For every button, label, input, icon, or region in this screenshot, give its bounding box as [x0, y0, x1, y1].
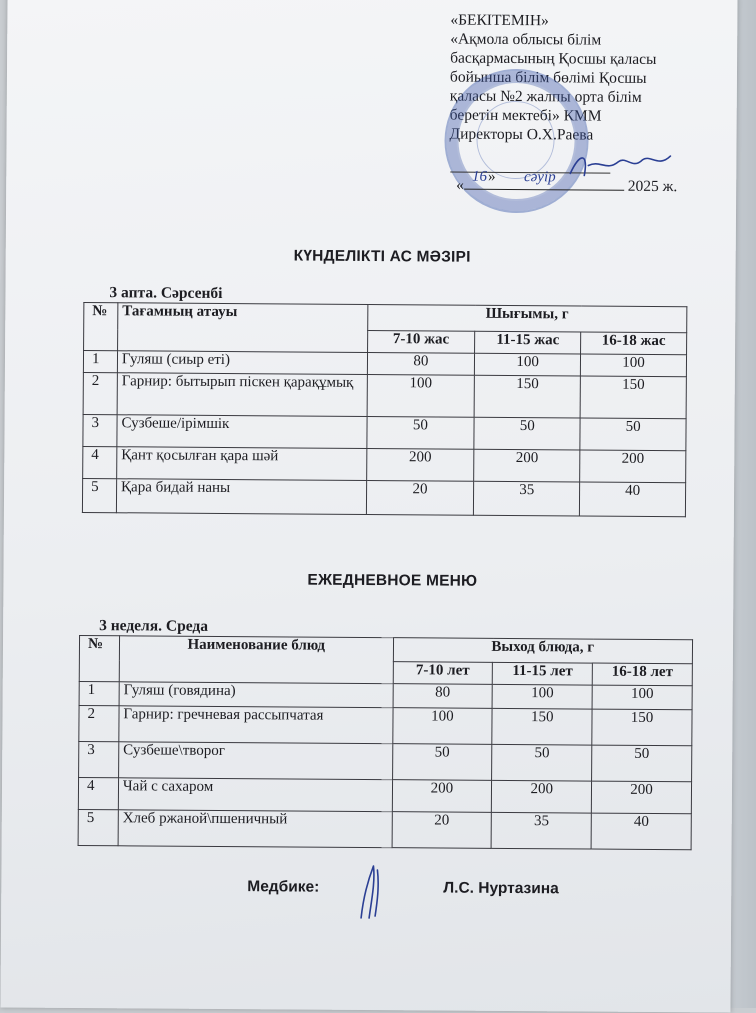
table-row [79, 705, 692, 745]
ru-header-num: № [79, 635, 119, 681]
dish-name: Гарнир: бытырып піскен қарақұмық [117, 373, 367, 417]
approval-line: беретін мектебі» КММ [449, 106, 602, 125]
dish-value: 200 [492, 780, 592, 813]
dish-value: 200 [474, 449, 580, 482]
dish-value: 20 [366, 480, 474, 515]
approval-line: қаласы №2 жалпы орта білім [449, 87, 642, 106]
kz-header-age: 16-18 жас [581, 332, 687, 355]
date-blank [464, 168, 624, 191]
dish-value: 200 [580, 450, 686, 483]
row-num: 3 [83, 415, 117, 447]
kz-header-output: Шығымы, г [367, 304, 687, 332]
kz-menu-title: КҮНДЕЛІКТІ АС МӘЗІРІ [293, 247, 471, 266]
date-day: 16 [471, 168, 488, 185]
approval-line: «Ақмола облысы білім [450, 30, 602, 49]
kz-header-age: 7-10 жас [367, 330, 475, 353]
nurse-label: Медбике: [247, 878, 320, 896]
dish-value: 40 [580, 482, 686, 517]
approval-date [456, 168, 678, 197]
dish-value: 50 [474, 417, 580, 450]
approval-line: басқармасының Қосшы қаласы [450, 49, 657, 68]
dish-value: 50 [492, 744, 592, 781]
dish-value: 100 [475, 353, 581, 376]
nurse-signature [357, 862, 387, 922]
table-row [79, 741, 692, 781]
kz-header-age: 11-15 жас [475, 331, 581, 354]
dish-value: 100 [492, 684, 592, 709]
dish-value: 50 [580, 418, 686, 451]
dish-value: 200 [366, 448, 474, 481]
dish-value: 100 [392, 708, 492, 745]
table-row [82, 479, 685, 517]
approval-line: «БЕКІТЕМІН» [450, 11, 549, 30]
table-row [78, 809, 691, 849]
dish-value: 100 [592, 685, 692, 710]
dish-value: 150 [580, 376, 686, 419]
kz-menu-table [82, 302, 687, 517]
dish-value: 20 [392, 812, 492, 849]
dish-name: Хлеб ржаной\пшеничный [118, 810, 392, 848]
ru-header-age: 11-15 лет [493, 662, 593, 685]
dish-value: 100 [367, 374, 475, 417]
dish-value: 100 [581, 354, 687, 377]
row-num: 4 [83, 447, 117, 479]
dish-value: 80 [367, 352, 475, 375]
table-row [83, 373, 686, 419]
dish-value: 40 [591, 813, 691, 850]
dish-value: 50 [366, 416, 474, 449]
dish-value: 150 [592, 709, 692, 746]
dish-value: 35 [474, 481, 580, 516]
dish-name: Қара бидай наны [116, 479, 366, 515]
dish-name: Гуляш (сиыр еті) [117, 351, 367, 375]
ru-menu-table [78, 635, 693, 850]
ru-header-output: Выход блюда, г [393, 638, 693, 664]
dish-value: 35 [491, 812, 591, 849]
table-row [78, 777, 691, 813]
row-num: 1 [79, 681, 119, 705]
ru-menu-title: ЕЖЕДНЕВНОЕ МЕНЮ [307, 571, 478, 590]
approval-block [450, 11, 701, 146]
row-num: 1 [83, 351, 117, 373]
director-line: Директоры О.Х.Раева [449, 125, 594, 144]
date-close-quote: » [487, 168, 496, 185]
dish-value: 150 [474, 375, 580, 418]
nurse-name: Л.С. Нуртазина [443, 879, 559, 898]
dish-name: Чай с сахаром [118, 778, 392, 812]
dish-name: Гарнир: гречневая рассыпчатая [119, 706, 393, 744]
table-row [83, 447, 686, 483]
dish-name: Қант қосылған қара шәй [117, 447, 367, 481]
row-num: 4 [78, 777, 118, 809]
dish-value: 80 [393, 684, 493, 709]
ru-header-age: 16-18 лет [592, 663, 692, 686]
row-num: 3 [79, 741, 119, 777]
table-row [83, 415, 686, 451]
row-num: 5 [78, 809, 118, 845]
ru-week-label: 3 неделя. Среда [99, 617, 209, 635]
approval-line: бойынша білім бөлімі Қосшы [449, 68, 647, 87]
row-num: 2 [83, 373, 117, 415]
kz-header-name: Тағамның атауы [118, 303, 368, 353]
dish-value: 50 [392, 744, 492, 781]
date-month: сәуір [523, 169, 556, 186]
dish-value: 150 [492, 708, 592, 745]
ru-header-name: Наименование блюд [119, 636, 393, 684]
dish-value: 200 [591, 781, 691, 814]
dish-name: Сузбеше\творог [119, 742, 393, 780]
dish-value: 50 [592, 745, 692, 782]
dish-value: 200 [392, 780, 492, 813]
dish-name: Гуляш (говядина) [119, 682, 393, 708]
date-year: 2025 ж. [627, 177, 678, 196]
kz-header-num: № [84, 303, 118, 351]
row-num: 2 [79, 705, 119, 741]
ru-header-age: 7-10 лет [393, 662, 493, 685]
kz-week-label: 3 апта. Сәрсенбі [109, 284, 223, 302]
row-num: 5 [82, 479, 116, 513]
date-open-quote: « [456, 176, 465, 194]
dish-name: Сузбеше/ірімшік [117, 415, 367, 449]
